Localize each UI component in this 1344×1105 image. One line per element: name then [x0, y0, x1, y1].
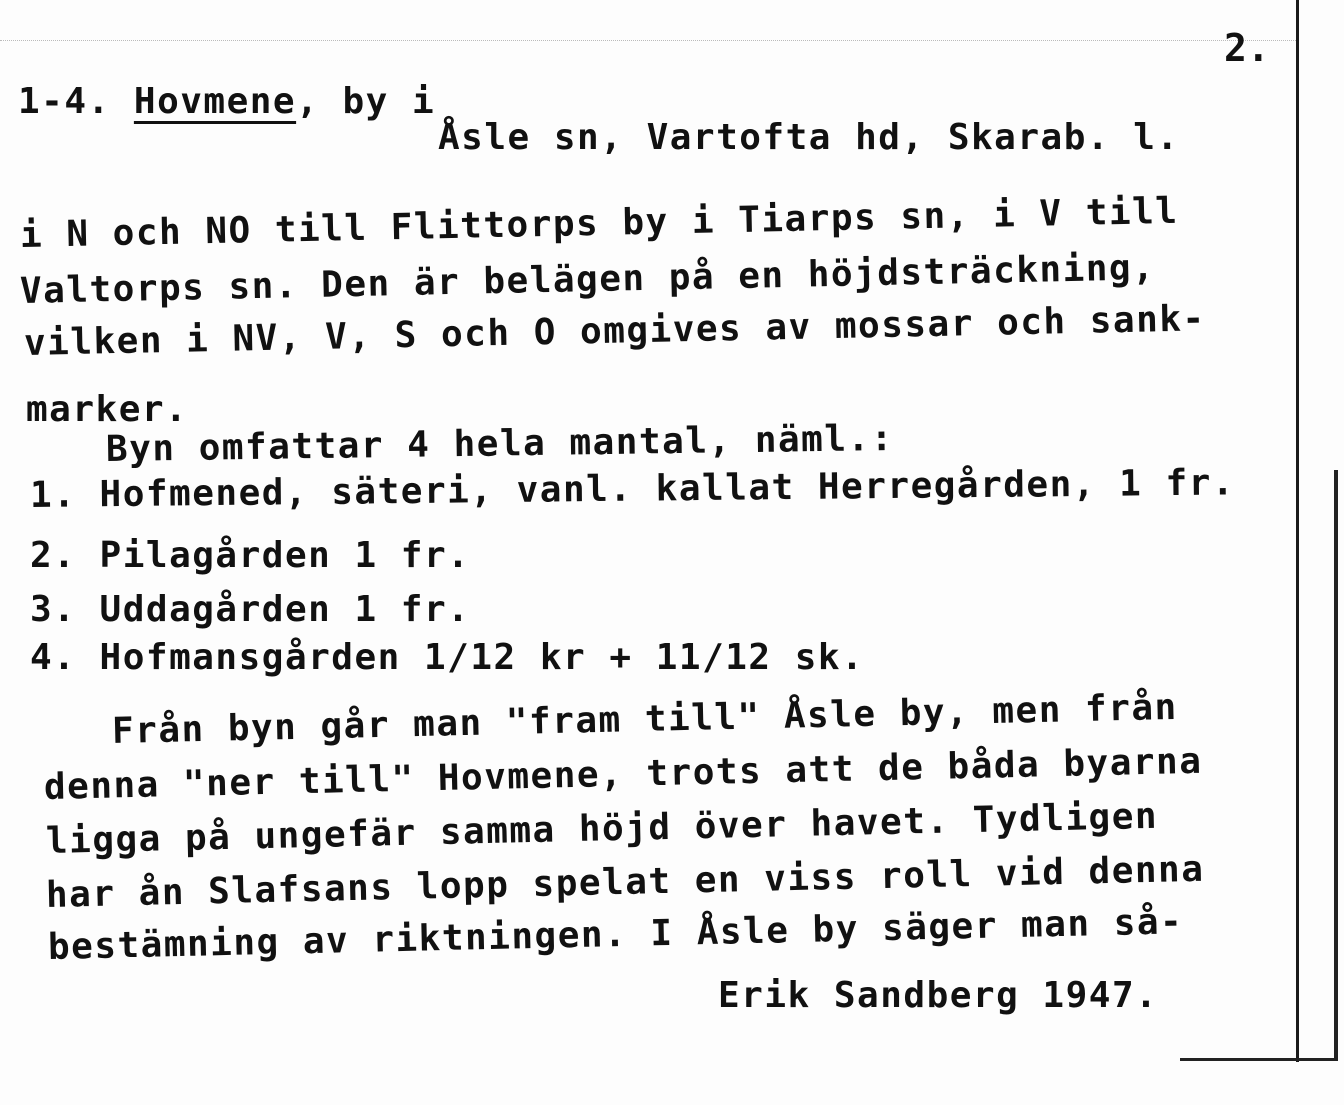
card-outer-edge: [1334, 470, 1338, 1060]
paragraph-line: Från byn går man "fram till" Åsle by, men från: [111, 686, 1179, 752]
card-right-edge: [1296, 0, 1299, 1062]
farm-item: [29, 462, 1236, 516]
farm-text: Hofmansgården 1/12 kr + 11/12 sk.: [99, 637, 865, 678]
paragraph-line: ligga på ungefär samma höjd över havet. Tydligen: [45, 795, 1159, 862]
farm-number: 4.: [30, 637, 77, 678]
farm-item: [30, 535, 471, 576]
farm-number: 1.: [29, 474, 77, 516]
place-name: Hovmene: [133, 81, 297, 122]
farm-text: Uddagården 1 fr.: [99, 589, 471, 630]
card-bottom-edge: [1180, 1058, 1338, 1061]
description-line: vilken i NV, V, S och O omgives av mossar och sank-: [23, 298, 1207, 364]
farm-text: Pilagården 1 fr.: [99, 535, 471, 576]
farm-item: [30, 589, 471, 630]
farm-number: 3.: [30, 589, 77, 630]
page-number: 2.: [1224, 26, 1270, 70]
signature: Erik Sandberg 1947.: [718, 975, 1159, 1016]
heading-location: Åsle sn, Vartofta hd, Skarab. l.: [438, 117, 1180, 158]
description-line: Valtorps sn. Den är belägen på en höjdsträckning,: [19, 247, 1156, 312]
intro-line: Byn omfattar 4 hela mantal, näml.:: [105, 418, 895, 470]
farm-item: [30, 637, 865, 678]
paragraph-line: bestämning av riktningen. I Åsle by säger man så-: [47, 901, 1184, 968]
top-edge-line: [0, 40, 1296, 42]
paragraph-line: denna "ner till" Hovmene, trots att de båda byarna: [43, 740, 1203, 808]
paragraph-line: har ån Slafsans lopp spelat en viss roll vid denna: [45, 848, 1205, 916]
heading-line: [18, 81, 436, 122]
description-line: i N och NO till Flittorps by i Tiarps sn, i V till: [19, 190, 1179, 256]
farm-number: 2.: [30, 535, 77, 576]
heading-number: 1-4.: [18, 81, 111, 122]
description-line: marker.: [26, 389, 189, 430]
farm-text: Hofmened, säteri, vanl. kallat Herregården, 1 fr.: [99, 462, 1236, 516]
heading-suffix: , by i: [296, 81, 436, 122]
